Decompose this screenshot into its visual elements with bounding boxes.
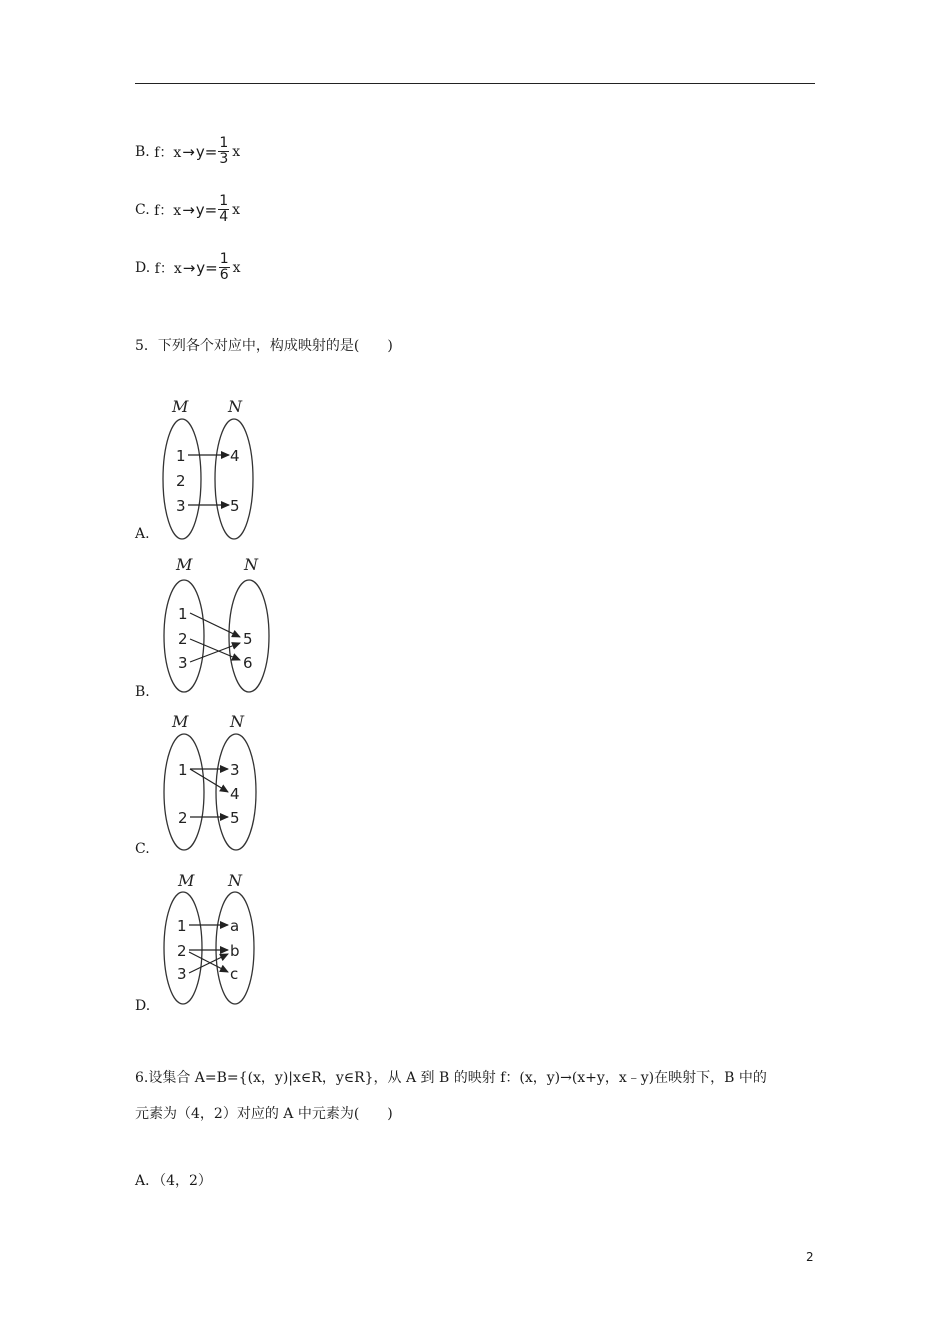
mapping-diagram-c[interactable] xyxy=(150,707,280,857)
set-m-element: 2 xyxy=(178,630,188,648)
set-label-m: M xyxy=(178,871,195,890)
set-label-n: N xyxy=(228,397,242,416)
set-m-element: 1 xyxy=(178,605,188,623)
set-n-element: 6 xyxy=(243,654,253,672)
fraction-numerator: 1 xyxy=(219,135,229,151)
set-n-element: 3 xyxy=(230,761,240,779)
fraction-numerator: 1 xyxy=(219,251,229,267)
set-m-element: 3 xyxy=(176,497,186,515)
set-m-element: 3 xyxy=(177,965,187,983)
fraction xyxy=(218,136,229,167)
q5-option-label-b[interactable]: B. xyxy=(135,684,150,700)
q4-option-b[interactable] xyxy=(135,136,240,167)
fraction-denominator: 4 xyxy=(219,209,229,225)
q4-option-d[interactable] xyxy=(135,252,241,283)
q6-stem-line-2: 元素为（4，2）对应的 A 中元素为( ) xyxy=(135,1106,393,1122)
set-label-n: N xyxy=(230,712,244,731)
set-label-m: M xyxy=(172,712,189,731)
set-n-element: 5 xyxy=(230,497,240,515)
mapping-arrow xyxy=(190,613,240,637)
set-label-m: M xyxy=(176,555,193,574)
set-n-element: 4 xyxy=(230,785,240,803)
set-n-element: 5 xyxy=(243,630,253,648)
option-letter: B. xyxy=(135,143,150,160)
option-y: y= xyxy=(195,142,218,161)
set-m-element: 1 xyxy=(178,761,188,779)
q6-option-a[interactable]: A．（4，2） xyxy=(135,1173,212,1189)
fraction xyxy=(219,252,230,283)
fraction xyxy=(218,194,229,225)
option-suffix: x xyxy=(232,259,241,276)
set-label-n: N xyxy=(228,871,242,890)
mapping-diagram-b[interactable] xyxy=(150,550,280,700)
header-rule xyxy=(135,83,815,84)
fraction-numerator: 1 xyxy=(219,193,229,209)
set-m-element: 2 xyxy=(176,472,186,490)
set-label-m: M xyxy=(172,397,189,416)
q5-stem: 5．下列各个对应中，构成映射的是( ) xyxy=(135,338,393,354)
q5-option-label-d[interactable]: D. xyxy=(135,998,151,1014)
option-letter: D. xyxy=(135,259,151,276)
option-suffix: x xyxy=(232,143,241,160)
option-prefix: f：x xyxy=(154,202,182,219)
mapping-arrow xyxy=(190,643,240,662)
set-m-ellipse xyxy=(164,734,204,850)
page-number: 2 xyxy=(806,1250,814,1264)
fraction-denominator: 6 xyxy=(219,267,229,283)
set-n-element: 5 xyxy=(230,809,240,827)
set-m-element: 3 xyxy=(178,654,188,672)
set-n-element: b xyxy=(230,942,240,960)
set-n-element: a xyxy=(230,917,240,935)
set-m-element: 2 xyxy=(178,809,188,827)
option-y: y= xyxy=(196,258,218,277)
mapping-arrow xyxy=(189,952,228,972)
q6-stem-line-1: 6.设集合 A=B={(x，y)|x∈R，y∈R}，从 A 到 B 的映射 f：(x，y)→(x+y，x﹣y)在映射下，B 中的 xyxy=(135,1070,767,1086)
set-m-element: 2 xyxy=(177,942,187,960)
q4-option-c[interactable] xyxy=(135,194,240,225)
q5-option-label-a[interactable]: A. xyxy=(135,526,150,542)
option-letter: C. xyxy=(135,201,150,218)
set-n-ellipse xyxy=(215,419,253,539)
option-y: y= xyxy=(195,200,218,219)
option-suffix: x xyxy=(232,201,241,218)
arrow-icon: → xyxy=(182,258,196,277)
set-n-element: 4 xyxy=(230,447,240,465)
arrow-icon: → xyxy=(182,200,195,219)
fraction-denominator: 3 xyxy=(219,151,229,167)
mapping-arrow xyxy=(189,954,228,973)
mapping-arrow xyxy=(190,639,240,660)
set-n-element: c xyxy=(230,965,239,983)
set-m-element: 1 xyxy=(176,447,186,465)
option-prefix: f：x xyxy=(154,260,182,277)
arrow-icon: → xyxy=(182,142,195,161)
set-label-n: N xyxy=(244,555,258,574)
q5-option-label-c[interactable]: C. xyxy=(135,841,150,857)
option-prefix: f：x xyxy=(154,144,182,161)
mapping-arrow xyxy=(190,769,228,792)
set-m-element: 1 xyxy=(177,917,187,935)
mapping-diagram-a[interactable] xyxy=(150,392,280,542)
mapping-diagram-d[interactable] xyxy=(150,866,280,1016)
